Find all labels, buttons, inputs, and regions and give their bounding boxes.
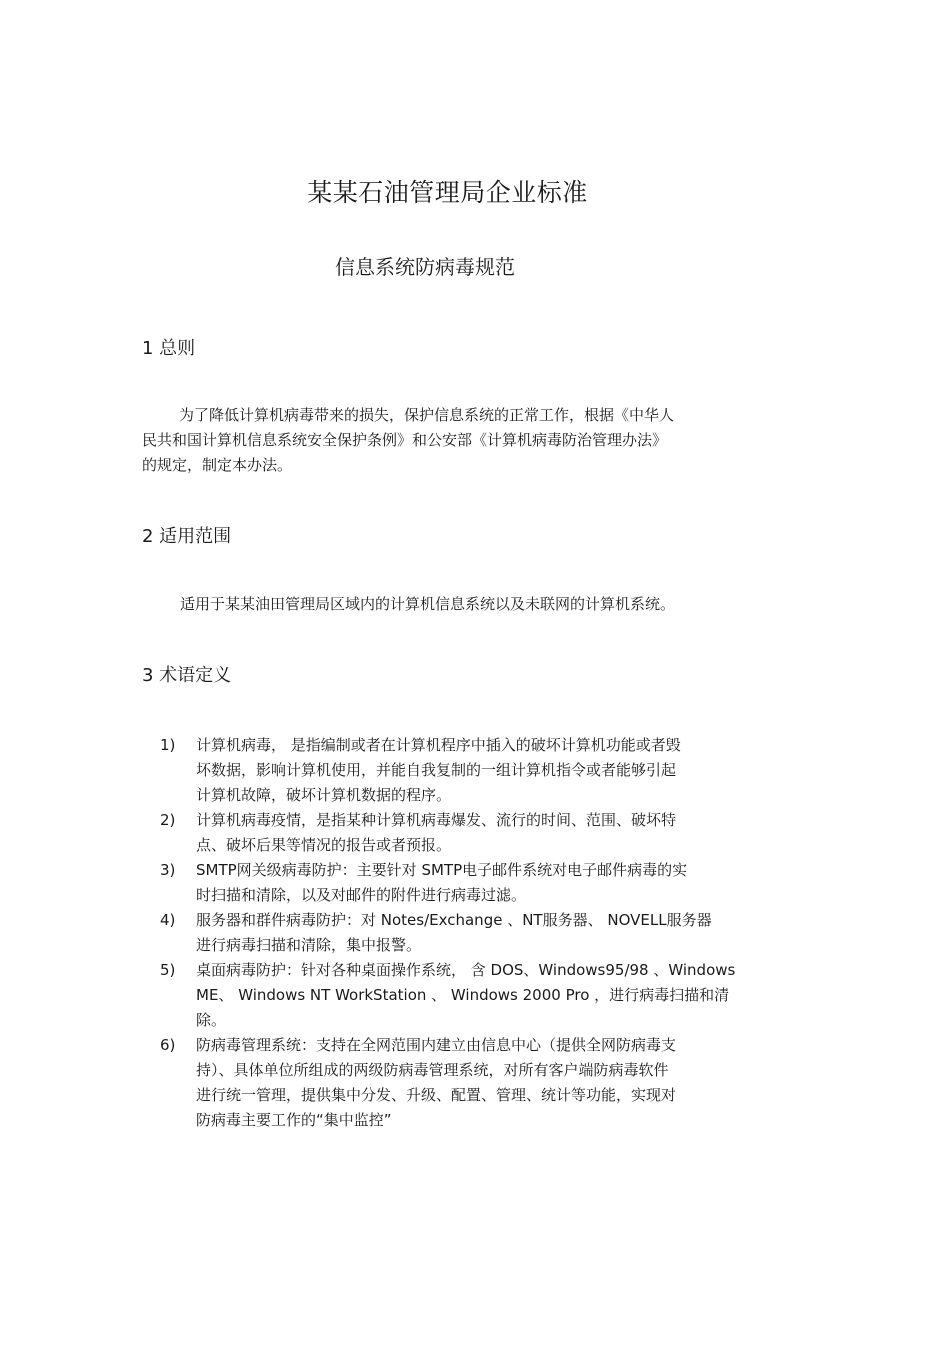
list-item-number: 2) — [160, 811, 176, 829]
paragraph-line: 的规定，制定本办法。 — [142, 456, 293, 474]
list-item-line: 除。 — [196, 1011, 227, 1029]
list-item — [160, 858, 820, 908]
list-item — [160, 733, 820, 808]
list-item-line: 桌面病毒防护：针对各种桌面操作系统， 含 DOS、Windows95/98 、Windows — [196, 961, 736, 979]
list-item-number: 5) — [160, 961, 176, 979]
list-item-line: 点、破坏后果等情况的报告或者预报。 — [196, 836, 452, 854]
list-item-number: 3) — [160, 861, 176, 879]
list-item-line: 持）、具体单位所组成的两级防病毒管理系统，对所有客户端防病毒软件 — [196, 1061, 669, 1079]
section-heading-scope: 2 适用范围 — [142, 526, 232, 547]
list-item-number: 1) — [160, 736, 176, 754]
list-item-line: 防病毒管理系统：支持在全网范围内建立由信息中心（提供全网防病毒支 — [196, 1036, 677, 1054]
list-item-line: 时扫描和清除，以及对邮件的附件进行病毒过滤。 — [196, 886, 527, 904]
paragraph-line: 民共和国计算机信息系统安全保护条例》和公安部《计算机病毒防治管理办法》 — [142, 431, 668, 449]
list-item-line: ME、 Windows NT WorkStation 、 Windows 2000 Pro ，进行病毒扫描和清 — [196, 986, 730, 1004]
section-general-paragraph — [142, 403, 782, 478]
definitions-list — [160, 733, 820, 1133]
list-item-line: 进行统一管理，提供集中分发、升级、配置、管理、统计等功能，实现对 — [196, 1086, 677, 1104]
list-item-line: 计算机病毒， 是指编制或者在计算机程序中插入的破坏计算机功能或者毁 — [196, 736, 681, 754]
document-subtitle: 信息系统防病毒规范 — [335, 255, 515, 279]
list-item — [160, 958, 820, 1033]
list-item-number: 6) — [160, 1036, 176, 1054]
list-item — [160, 808, 820, 858]
list-item — [160, 908, 820, 958]
section-scope-paragraph: 适用于某某油田管理局区域内的计算机信息系统以及未联网的计算机系统。 — [180, 595, 676, 613]
list-item-line: 坏数据，影响计算机使用，并能自我复制的一组计算机指令或者能够引起 — [196, 761, 677, 779]
list-item-line: SMTP网关级病毒防护：主要针对 SMTP电子邮件系统对电子邮件病毒的实 — [196, 861, 688, 879]
section-heading-definitions: 3 术语定义 — [142, 665, 232, 686]
list-item-line: 计算机故障，破坏计算机数据的程序。 — [196, 786, 452, 804]
list-item-line: 服务器和群件病毒防护：对 Notes/Exchange 、NT服务器、 NOVELL服务器 — [196, 911, 712, 929]
list-item-line: 防病毒主要工作的“集中监控” — [196, 1111, 392, 1129]
section-heading-general: 1 总则 — [142, 338, 196, 359]
list-item-line: 计算机病毒疫情，是指某种计算机病毒爆发、流行的时间、范围、破坏特 — [196, 811, 677, 829]
list-item-number: 4) — [160, 911, 176, 929]
document-title: 某某石油管理局企业标准 — [307, 178, 588, 207]
paragraph-line: 为了降低计算机病毒带来的损失，保护信息系统的正常工作，根据《中华人 — [179, 406, 675, 424]
list-item-line: 进行病毒扫描和清除，集中报警。 — [196, 936, 422, 954]
list-item — [160, 1033, 820, 1133]
